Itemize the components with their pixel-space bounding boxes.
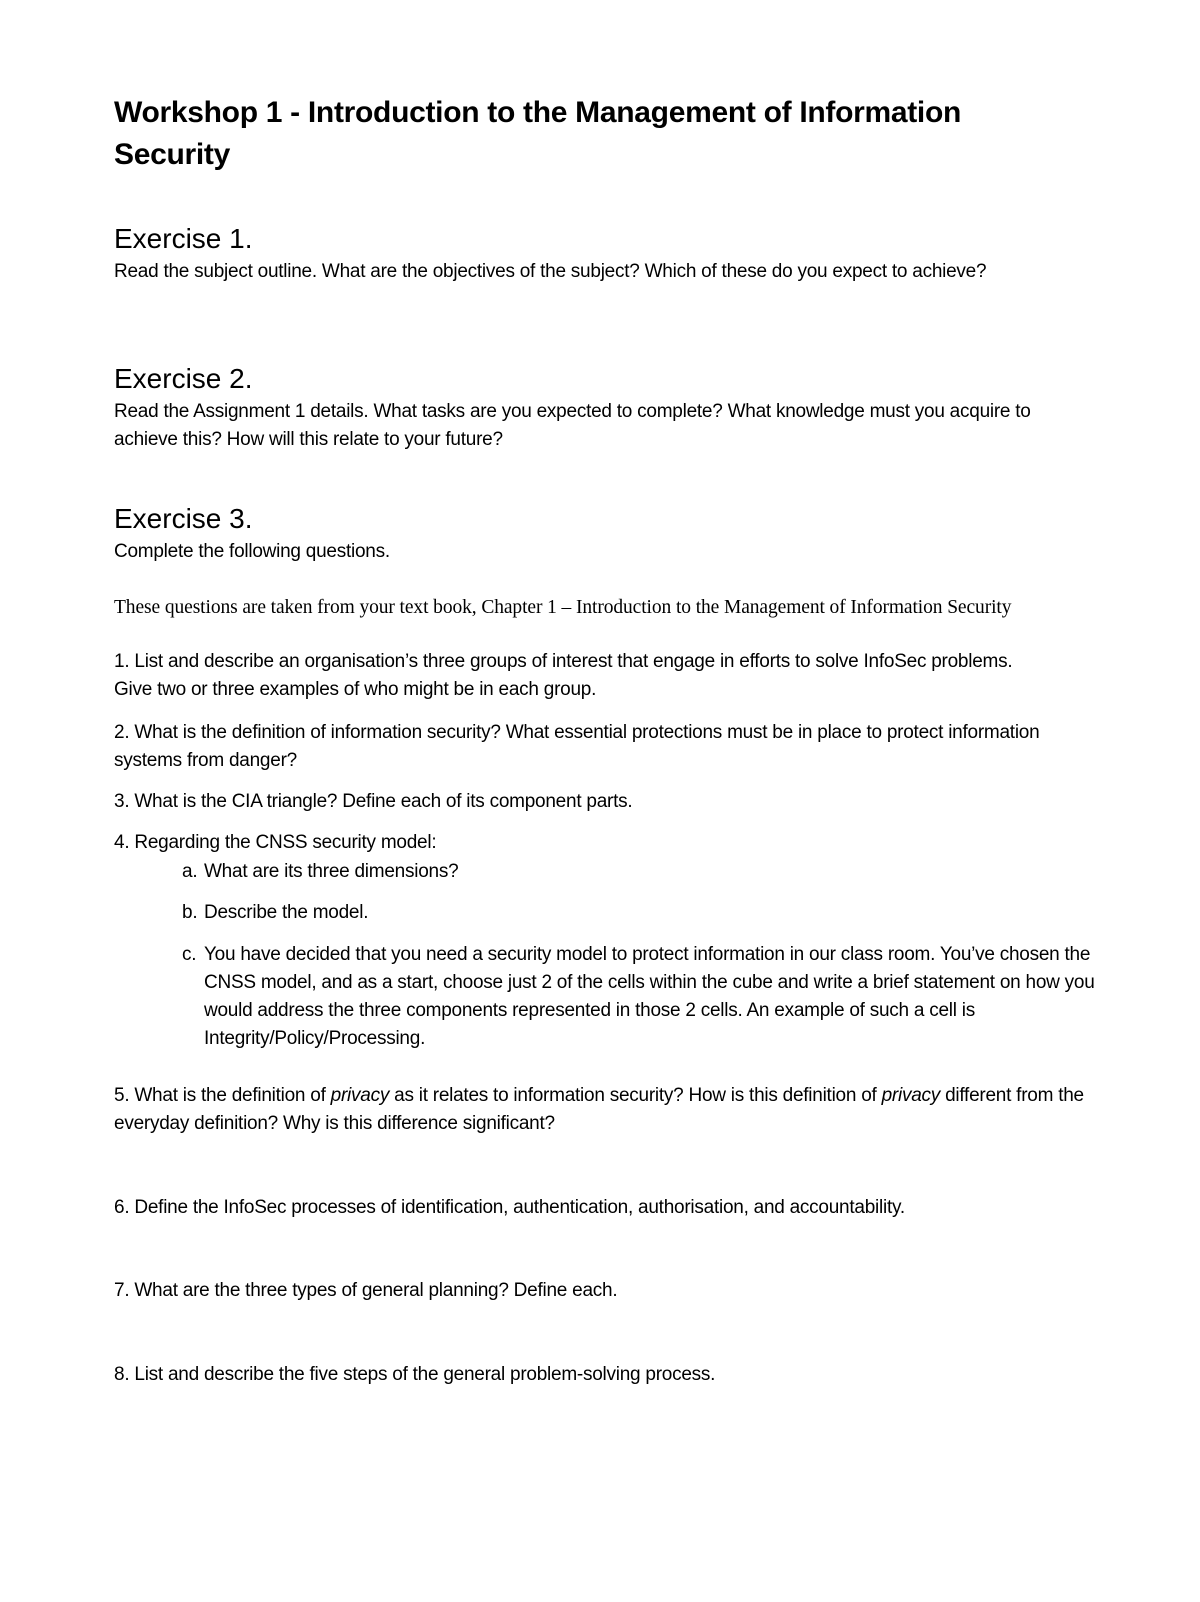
- source-note: These questions are taken from your text book, Chapter 1 – Introduction to the Management of Information Security: [114, 597, 1012, 618]
- question-4c-marker: c.: [182, 944, 197, 965]
- exercise-2-heading: Exercise 2.: [114, 363, 253, 394]
- document-title: Workshop 1 - Introduction to the Management of Information Security: [114, 96, 962, 171]
- question-5-part2: as it relates to information security? How is this definition of: [389, 1085, 882, 1106]
- exercise-2-text: Read the Assignment 1 details. What tasks are you expected to complete? What knowledge must you acquire to achieve this? How will this relate to your future?: [114, 401, 1031, 450]
- question-4a-marker: a.: [182, 861, 198, 882]
- exercise-1-text: Read the subject outline. What are the objectives of the subject? Which of these do you expect to achieve?: [114, 261, 987, 282]
- exercise-1-heading: Exercise 1.: [114, 223, 253, 254]
- question-5: [114, 1082, 1094, 1138]
- question-4b-text: Describe the model.: [204, 902, 369, 923]
- exercise-3-text: Complete the following questions.: [114, 541, 390, 562]
- question-4a-text: What are its three dimensions?: [204, 861, 459, 882]
- question-4: 4. Regarding the CNSS security model:: [114, 832, 437, 853]
- question-6: 6. Define the InfoSec processes of identification, authentication, authorisation, and accountability.: [114, 1197, 905, 1218]
- question-8: 8. List and describe the five steps of the general problem-solving process.: [114, 1364, 716, 1385]
- question-5-part1: 5. What is the definition of: [114, 1085, 331, 1106]
- question-3: 3. What is the CIA triangle? Define each of its component parts.: [114, 791, 633, 812]
- question-2: 2. What is the definition of information security? What essential protections must be in place to protect information systems from danger?: [114, 722, 1040, 771]
- question-5-privacy-2: privacy: [881, 1085, 941, 1106]
- exercise-3-heading: Exercise 3.: [114, 503, 253, 534]
- question-4a: [182, 858, 1102, 886]
- question-4b: [182, 899, 1102, 927]
- question-4b-marker: b.: [182, 902, 198, 923]
- question-4c-text: You have decided that you need a security model to protect information in our class room. You’ve chosen the CNSS model, and as a start, choose just 2 of the cells within the cube and write a brief statement on how you would address the three components represented in those 2 cells. An example of such a cell is Integrity/Policy/Processing.: [204, 944, 1095, 1049]
- question-5-privacy-1: privacy: [330, 1085, 390, 1106]
- question-7: 7. What are the three types of general planning? Define each.: [114, 1280, 618, 1301]
- question-4c: [182, 941, 1102, 1053]
- question-5-part3: different from the everyday definition? Why is this difference significant?: [114, 1085, 1084, 1134]
- question-1: 1. List and describe an organisation’s three groups of interest that engage in efforts to solve InfoSec problems. Give two or three examples of who might be in each group.: [114, 651, 1013, 700]
